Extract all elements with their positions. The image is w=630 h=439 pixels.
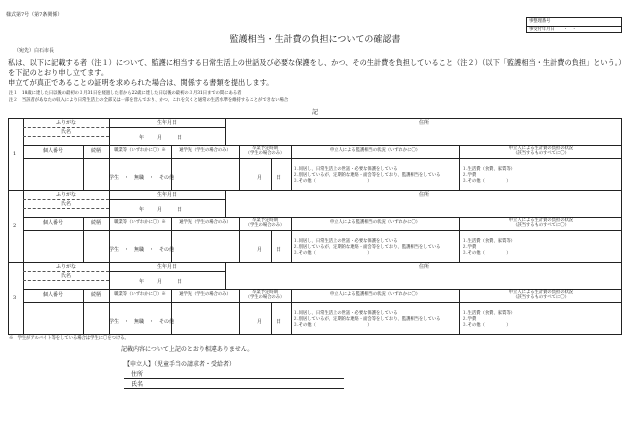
row-number: 2 <box>13 223 17 229</box>
name-label: 氏名 <box>60 129 71 135</box>
applicant-address-label: 住所 <box>131 371 144 378</box>
custody-label: 申立人による監護相当の状況（いずれかに〇） <box>329 292 421 297</box>
cost-label: 申立人による生計費の負担の状況 （該当するものすべてに〇） <box>508 290 574 300</box>
occupation-label: 職業等（いずれかに〇）※ <box>114 220 166 225</box>
birth-month-label: 月 <box>157 279 163 285</box>
target-persons-table <box>8 118 622 335</box>
address-label: 住所 <box>418 264 429 270</box>
birth-label: 生年月日 <box>156 192 177 198</box>
addressee: （宛先）白石市長 <box>14 48 55 54</box>
cost-option: ２.学費 <box>462 173 477 178</box>
birth-day-label: 日 <box>177 279 183 285</box>
cost-option: ２.学費 <box>462 317 477 322</box>
individual-no-label: 個人番号 <box>42 292 63 298</box>
birth-month-label: 月 <box>157 135 163 141</box>
custody-option: １.同居し、日常生活上の世話・必要な保護をしている <box>293 239 398 244</box>
relation-label: 続柄 <box>90 148 101 154</box>
furigana-label: ふりがな <box>55 192 76 198</box>
confirm-statement: 記載内容について上記のとおり相違ありません。 <box>121 346 254 353</box>
furigana-label: ふりがな <box>55 264 76 270</box>
cost-option: １.生活費（食費、家賃等） <box>462 311 515 316</box>
birth-day-label: 日 <box>177 207 183 213</box>
furigana-label: ふりがな <box>55 120 76 126</box>
address-label: 住所 <box>418 120 429 126</box>
body-text: 私は、以下に記載する者（注１）について、監護に相当する日常生活上の世話及び必要な保護をし、かつ、その生計費を負担していること（注２）（以下「監護相当・生計費の負担」という。）を下記のとおり申し立てます。 申立てが真正であることの証明を求められた場合は、関係する書類を提出します。 <box>8 58 622 87</box>
cost-option: ３.その他（ ） <box>462 179 511 184</box>
grad-month: 月 <box>257 319 263 325</box>
birth-label: 生年月日 <box>156 264 177 270</box>
office-use-box <box>526 17 622 33</box>
relation-label: 続柄 <box>90 220 101 226</box>
occupation-label: 職業等（いずれかに〇）※ <box>114 148 166 153</box>
birth-month-label: 月 <box>157 207 163 213</box>
birth-label: 生年月日 <box>156 120 177 126</box>
name-label: 氏名 <box>60 201 71 207</box>
school-label: 通学先（学生の場合のみ） <box>179 220 231 225</box>
row-number: 3 <box>13 295 17 301</box>
ki-label: 記 <box>312 109 319 116</box>
individual-no-label: 個人番号 <box>42 220 63 226</box>
page-title: 監護相当・生計費の負担についての確認書 <box>229 35 401 45</box>
occupation-options: 学生 ・ 無職 ・ その他 <box>109 175 175 181</box>
applicant-name-field[interactable] <box>124 381 344 389</box>
individual-no-label: 個人番号 <box>42 148 63 154</box>
grad-day: 日 <box>276 319 282 325</box>
applicant-name-label: 氏名 <box>131 381 144 388</box>
person-block <box>8 118 622 191</box>
receipt-date-label: 事受付年月日 ・ ・ <box>529 27 577 32</box>
person-block <box>8 190 622 263</box>
cost-option: １.生活費（食費、家賃等） <box>462 239 515 244</box>
address-label: 住所 <box>418 192 429 198</box>
birth-year-label: 年 <box>139 279 145 285</box>
graduation-label: 卒業予定時期 （学生の場合のみ） <box>245 146 285 156</box>
form-id: 様式第7号（第7条関係） <box>6 12 63 18</box>
cost-label: 申立人による生計費の負担の状況 （該当するものすべてに〇） <box>508 146 574 156</box>
school-label: 通学先（学生の場合のみ） <box>179 292 231 297</box>
note-1: 注１ 18歳に達した日以後の最初の３月31日を経過した者から22歳に達した日以後の最初の３月31日までの間にある者 <box>9 91 242 96</box>
person-block <box>8 262 622 335</box>
birth-year-label: 年 <box>139 207 145 213</box>
birth-year-label: 年 <box>139 135 145 141</box>
birth-day-label: 日 <box>177 135 183 141</box>
cost-option: １.生活費（食費、家賃等） <box>462 167 515 172</box>
cost-label: 申立人による生計費の負担の状況 （該当するものすべてに〇） <box>508 218 574 228</box>
receipt-no-label: 事整理番号 <box>529 19 551 24</box>
custody-option: １.同居し、日常生活上の世話・必要な保護をしている <box>293 311 398 316</box>
occupation-options: 学生 ・ 無職 ・ その他 <box>109 319 175 325</box>
row-number: 1 <box>13 151 17 157</box>
occupation-label: 職業等（いずれかに〇）※ <box>114 292 166 297</box>
custody-option: ３.その他（ ） <box>293 251 372 256</box>
graduation-label: 卒業予定時期 （学生の場合のみ） <box>245 290 285 300</box>
custody-label: 申立人による監護相当の状況（いずれかに〇） <box>329 148 421 153</box>
custody-option: ３.その他（ ） <box>293 323 372 328</box>
footnote: ※ 学生がアルバイト等をしている場合は学生に〇をつける。 <box>9 336 129 341</box>
custody-option: ２.別居しているが、定期的な連絡・面会等をしており、監護相当をしている <box>293 317 441 322</box>
occupation-options: 学生 ・ 無職 ・ その他 <box>109 247 175 253</box>
custody-option: ２.別居しているが、定期的な連絡・面会等をしており、監護相当をしている <box>293 245 441 250</box>
grad-day: 日 <box>276 247 282 253</box>
applicant-address-field[interactable] <box>124 371 344 379</box>
grad-month: 月 <box>257 175 263 181</box>
graduation-label: 卒業予定時期 （学生の場合のみ） <box>245 218 285 228</box>
school-label: 通学先（学生の場合のみ） <box>179 148 231 153</box>
custody-label: 申立人による監護相当の状況（いずれかに〇） <box>329 220 421 225</box>
custody-option: １.同居し、日常生活上の世話・必要な保護をしている <box>293 167 398 172</box>
note-2: 注２ 当該者があなたの収入により日常生活上の全部又は一部を営んでおり、かつ、これを欠くと通常の生活水準を維持することができない場合 <box>9 98 289 103</box>
applicant-heading: 【申立人】（児童手当の請求者・受給者） <box>124 361 236 368</box>
grad-month: 月 <box>257 247 263 253</box>
cost-option: ３.その他（ ） <box>462 251 511 256</box>
grad-day: 日 <box>276 175 282 181</box>
cost-option: ２.学費 <box>462 245 477 250</box>
name-label: 氏名 <box>60 273 71 279</box>
relation-label: 続柄 <box>90 292 101 298</box>
custody-option: ２.別居しているが、定期的な連絡・面会等をしており、監護相当をしている <box>293 173 441 178</box>
custody-option: ３.その他（ ） <box>293 179 372 184</box>
cost-option: ３.その他（ ） <box>462 323 511 328</box>
